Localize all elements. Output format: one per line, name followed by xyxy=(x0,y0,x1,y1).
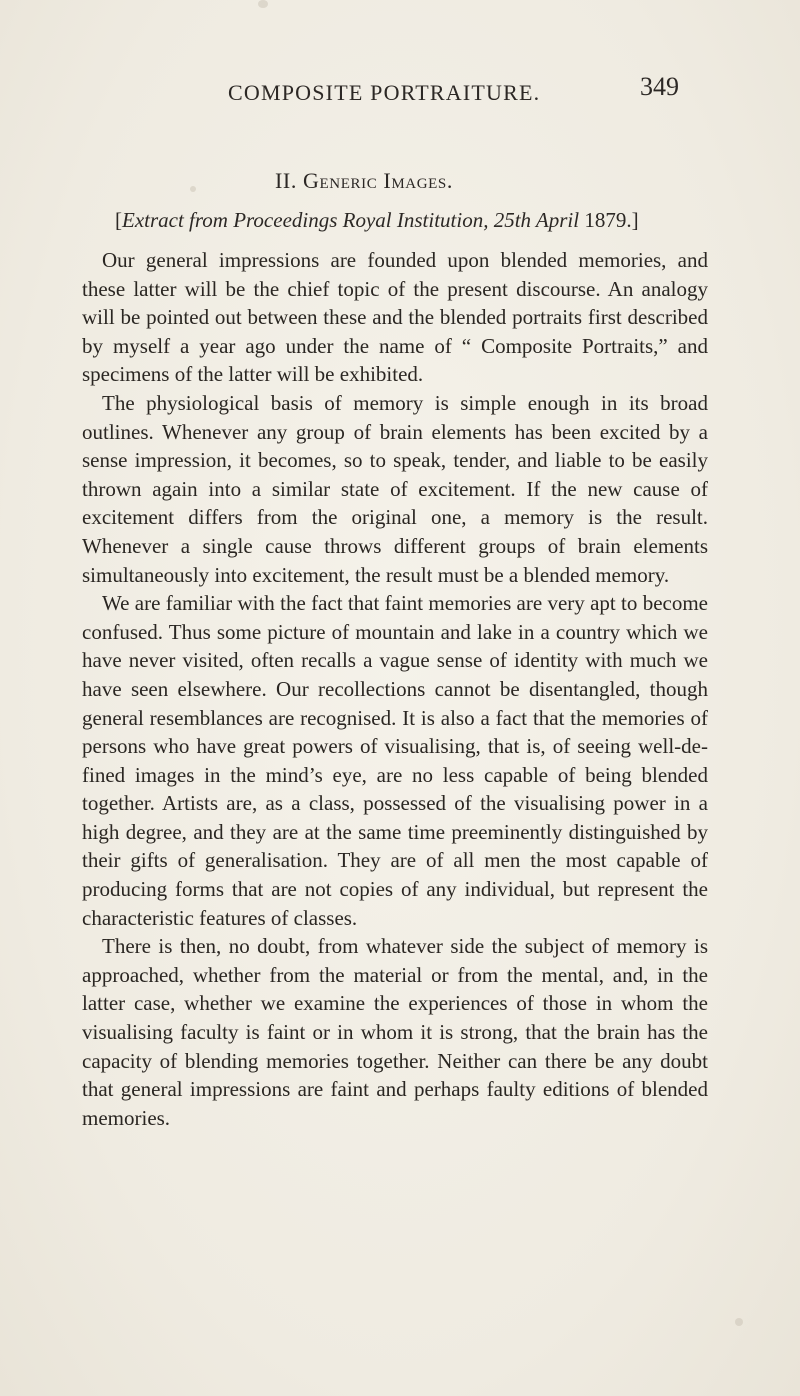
paper-spot xyxy=(735,1318,743,1326)
paragraph-3: We are familiar with the fact that faint memories are very apt to become confused. Thus some picture of mountain and lake in a country which we have never visited, often recalls a vague sense of identity with much we have seen elsewhere. Our recollections cannot be disentangled, though general resemblances are recognised. It is also a fact that the memories of persons who have great powers of visualising, that is, of seeing well-defined images in the mind’s eye, are no less capable of being blended together. Artists are, as a class, possessed of the visualising power in a high degree, and they are at the same time preeminently distinguished by their gifts of generalisation. They are of all men the most capable of producing forms that are not copies of any individual, but represent the characteristic features of classes. xyxy=(82,591,708,930)
citation-date: 25th April xyxy=(493,208,580,232)
paper-spot xyxy=(190,186,196,192)
paragraph-1: Our general impressions are founded upon blended memories, and these latter will be the chief topic of the present discourse. An analogy will be pointed out between these and the blended portraits first described by myself a year ago under the name of “ Composite Portraits,” and specimens of the latter will be exhibited. xyxy=(82,248,708,387)
paper-spot xyxy=(258,0,268,8)
page-number: 349 xyxy=(640,72,679,101)
citation-open-bracket: [ xyxy=(115,208,122,232)
citation-source: Extract from Proceedings Royal Institution, xyxy=(122,208,489,232)
body-text xyxy=(82,246,708,1132)
citation xyxy=(115,208,639,233)
running-head: COMPOSITE PORTRAITURE. xyxy=(228,80,541,105)
paragraph-2: The physiological basis of memory is simple enough in its broad outlines. Whenever any group of brain elements has been excited by a sense impression, it becomes, so to speak, tender, and liable to be easily thrown again into a similar state of excitement. If the new cause of excitement differs from the original one, a memory is the result. Whenever a single cause throws different groups of brain elements simultaneously into excitement, the result must be a blended memory. xyxy=(82,390,708,587)
paragraph-4: There is then, no doubt, from whatever side the subject of memory is approached, whether from the material or from the mental, and, in the latter case, whether we examine the experiences of those in whom the visualising faculty is faint or in whom it is strong, that the brain has the capacity of blending memories together. Neither can there be any doubt that general impressions are faint and perhaps faulty editions of blended memories. xyxy=(82,934,708,1130)
section-title: II. Generic Images. xyxy=(275,168,453,193)
citation-year: 1879.] xyxy=(584,208,639,232)
